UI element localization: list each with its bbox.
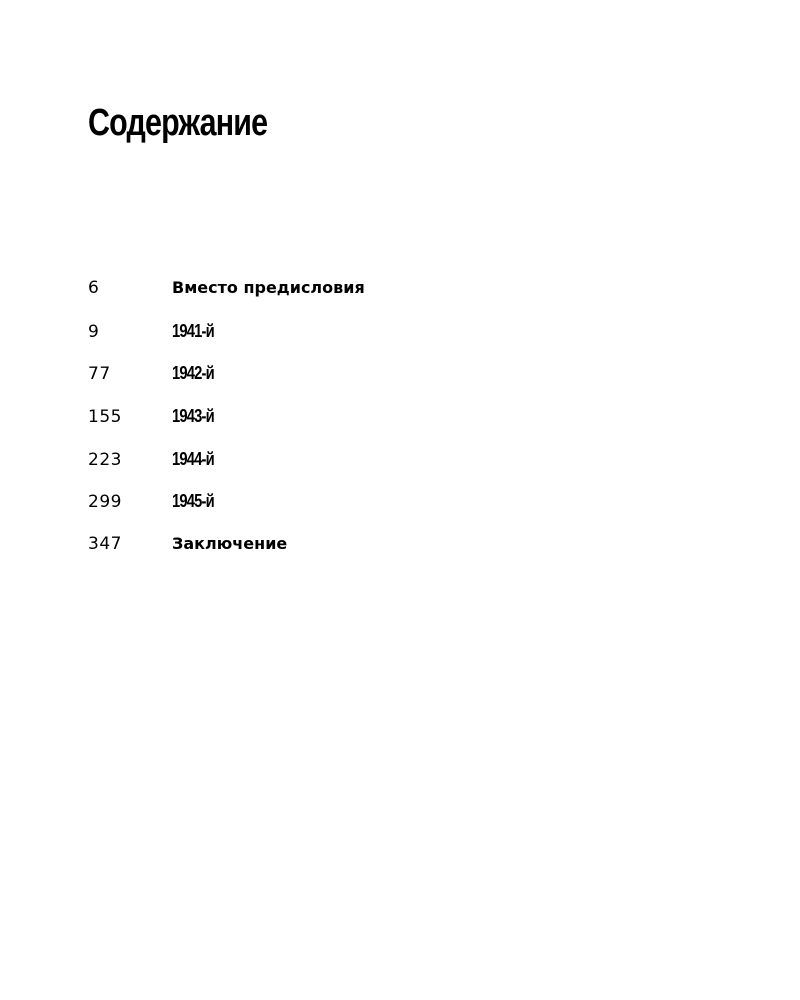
toc-entry[interactable]: [88, 361, 728, 404]
toc-page-number: 77: [88, 364, 111, 385]
page-title: Содержание: [88, 102, 268, 144]
toc-chapter-title: 1942-й: [172, 363, 214, 384]
toc-chapter-title: 1945-й: [172, 491, 214, 512]
toc-entry[interactable]: [88, 489, 728, 532]
toc-page-number: 223: [88, 449, 122, 470]
toc-page-number: 155: [88, 407, 122, 428]
toc-entry[interactable]: [88, 319, 728, 362]
toc-chapter-title: 1941-й: [172, 320, 214, 341]
toc-page-number: 347: [88, 534, 122, 555]
toc-page-number: 9: [88, 321, 100, 342]
toc-chapter-title: Вместо предисловия: [172, 278, 365, 297]
toc-entry[interactable]: [88, 404, 728, 447]
toc-entry[interactable]: [88, 447, 728, 490]
toc-chapter-title: Заключение: [172, 534, 288, 554]
toc-chapter-title: 1944-й: [172, 448, 214, 469]
toc-page-number: 6: [88, 278, 100, 298]
toc-entry[interactable]: [88, 276, 728, 319]
toc-entry[interactable]: [88, 532, 728, 575]
table-of-contents: [88, 276, 728, 575]
toc-page-number: 299: [88, 492, 122, 513]
toc-chapter-title: 1943-й: [172, 406, 214, 427]
